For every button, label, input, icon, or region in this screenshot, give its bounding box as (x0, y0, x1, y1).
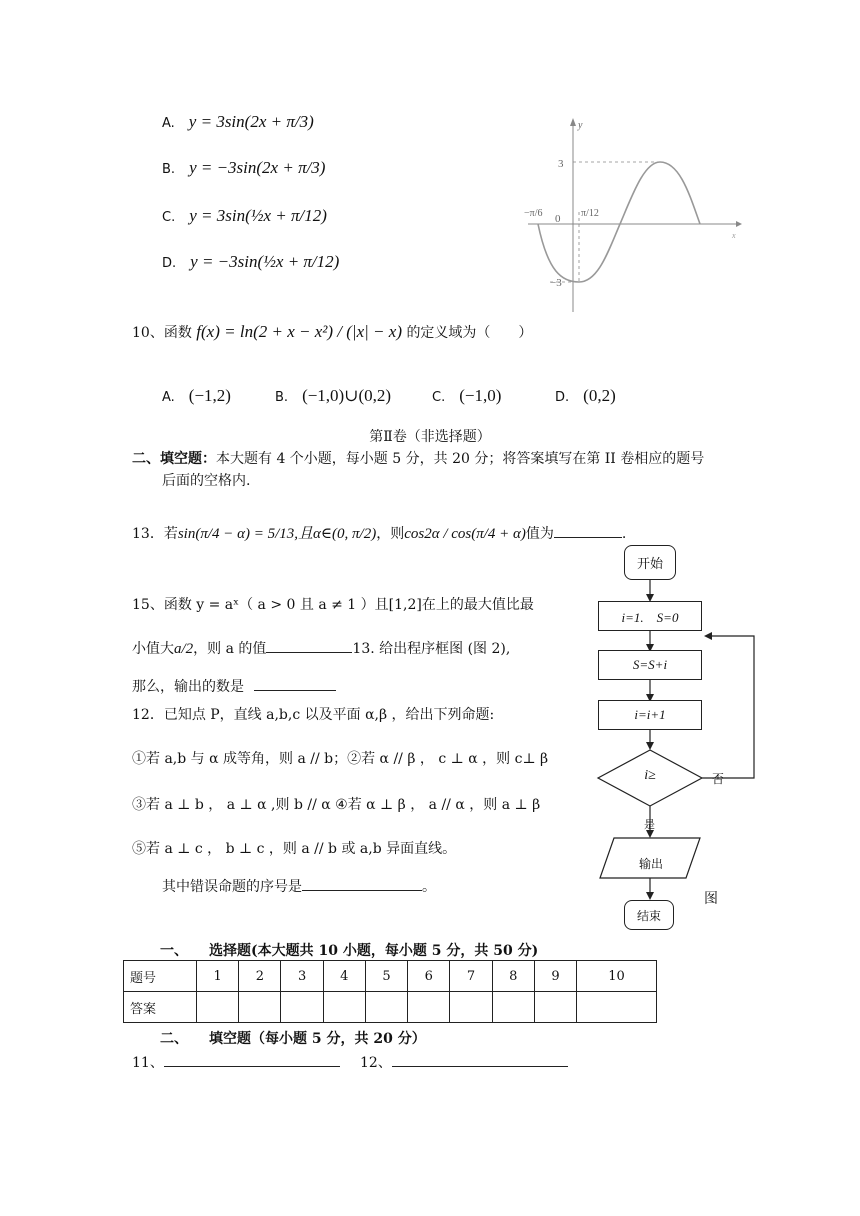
q13-suffix: 值为 (525, 526, 554, 542)
q12-item3: ⑤若 a ⊥ c ， b ⊥ c ，则 a // b 或 a,b 异面直线。 (132, 841, 457, 857)
q9-option-a (162, 112, 314, 132)
option-formula: y = 3sin(½x + π/12) (189, 206, 327, 225)
flowchart-lines (590, 540, 765, 940)
fill-intro-1: 本大题有 4 个小题，每小题 5 分，共 20 分；将答案填写在第 II 卷相应的题号 (216, 451, 705, 467)
option-letter: A. (162, 116, 175, 131)
option-letter: C. (162, 210, 176, 225)
q12-ask-text: 其中错误命题的序号是 (162, 879, 302, 895)
answer-cell[interactable] (577, 992, 657, 1023)
q13 (132, 522, 626, 543)
q10-option-d (555, 386, 616, 406)
q13-answer-blank[interactable] (554, 523, 622, 538)
q12-ask (162, 876, 436, 896)
q10-option-a (162, 386, 231, 406)
answer-cell[interactable] (281, 992, 323, 1023)
q12-intro: 12．已知点 P，直线 a,b,c 以及平面 α,β ，给出下列命题: (132, 707, 495, 723)
flow-init: i=1. S=0 (598, 601, 702, 631)
flow-start: 开始 (624, 545, 676, 580)
question-number: 2 (239, 961, 281, 992)
q13-mid: ，则 (376, 526, 405, 542)
q15-frac: a/2 (174, 641, 194, 657)
q9-option-d (162, 252, 339, 272)
y-axis-arrow (570, 118, 576, 126)
option-letter: B. (275, 390, 289, 405)
y-label: y (578, 120, 583, 131)
flow-no-label: 否 (712, 772, 725, 786)
q10-stem (132, 322, 532, 342)
question-number: 1 (197, 961, 239, 992)
q13-cond1: sin(π/4 − α) = 5/13 (177, 526, 295, 542)
blank-12-line[interactable] (392, 1052, 568, 1067)
question-number: 8 (492, 961, 534, 992)
blank-12-row (360, 1052, 568, 1072)
answer-cell[interactable] (239, 992, 281, 1023)
q13-prefix: 13．若 (132, 526, 178, 542)
answer-table (123, 960, 657, 1023)
output-answer-blank[interactable] (254, 676, 336, 691)
q15-line3-text: 那么，输出的数是 (132, 679, 244, 695)
q15-line2-a: 小值大 (132, 641, 174, 657)
question-number: 10 (577, 961, 657, 992)
option-value: (−1,0)∪(0,2) (302, 386, 392, 405)
q12-item2: ③若 a ⊥ b ， a ⊥ α ,则 b // α ④若 α ⊥ β ， a // α ，则 a ⊥ β (132, 797, 541, 813)
answer-cell[interactable] (408, 992, 450, 1023)
flow-end: 结束 (624, 900, 674, 930)
table-row (124, 992, 657, 1023)
option-formula: y = 3sin(2x + π/3) (188, 112, 314, 131)
question-number: 3 (281, 961, 323, 992)
question-number: 5 (365, 961, 407, 992)
q15-answer-blank[interactable] (266, 638, 352, 653)
sine-curve (538, 162, 700, 282)
q10-option-b (275, 386, 391, 406)
row-label-answer: 答案 (124, 992, 197, 1023)
option-value: (−1,0) (459, 386, 502, 405)
option-formula: y = −3sin(½x + π/12) (190, 252, 340, 271)
part2-title: 第Ⅱ卷（非选择题） (369, 429, 491, 445)
figure-caption: 图 (704, 891, 718, 907)
option-letter: A. (162, 390, 175, 405)
q13-cond2: ,且α∈(0, π/2) (294, 526, 377, 542)
answer-cell[interactable] (365, 992, 407, 1023)
question-number: 6 (408, 961, 450, 992)
q15-line2-b: ，则 a 的值 (193, 641, 267, 657)
y-min-label: −3 (550, 277, 562, 289)
q13-end: . (621, 526, 627, 542)
fill-heading-line (132, 448, 704, 468)
flow-sum: S=S+i (598, 650, 702, 680)
sine-graph (520, 112, 745, 317)
y-max-label: 3 (558, 158, 564, 170)
option-letter: D. (162, 256, 177, 271)
q10-option-c (432, 386, 501, 406)
question-number: 9 (534, 961, 576, 992)
x-axis-arrow (736, 221, 742, 227)
flow-condition: i≥ (644, 768, 656, 783)
flow-yes-label: 是 (644, 818, 655, 831)
blank-11-label: 11、 (132, 1055, 164, 1071)
flow-output: 输出 (638, 857, 663, 871)
q10-prefix: 10、函数 (132, 325, 192, 341)
blank-11-row (132, 1052, 340, 1072)
option-value: (0,2) (583, 386, 616, 405)
q9-option-c (162, 206, 327, 226)
q13-expr: cos2α / cos(π/4 + α) (404, 526, 526, 542)
q15-line1: 15、函数 y = aˣ（ a > 0 且 a ≠ 1 ）且[1,2]在上的最大值比最 (132, 597, 534, 613)
option-letter: C. (432, 390, 446, 405)
fill-heading: 二、填空题： (132, 451, 216, 467)
fill-intro-2: 后面的空格内. (162, 473, 251, 489)
flow-increment: i=i+1 (598, 700, 702, 730)
answer-cell[interactable] (197, 992, 239, 1023)
answer-cell[interactable] (534, 992, 576, 1023)
answer-cell[interactable] (492, 992, 534, 1023)
q12-item1: ①若 a,b 与 α 成等角，则 a // b；②若 α // β ， c ⊥ α ，则 c⊥ β (132, 751, 549, 767)
x-label: x (732, 231, 736, 240)
question-number: 4 (323, 961, 365, 992)
q10-formula: f(x) = ln(2 + x − x²) / (|x| − x) (196, 322, 402, 341)
option-formula: y = −3sin(2x + π/3) (189, 158, 326, 177)
q10-suffix: 的定义域为（ ） (406, 325, 533, 341)
q12-end: 。 (422, 879, 436, 895)
table-row (124, 961, 657, 992)
option-letter: B. (162, 162, 176, 177)
answer-cell[interactable] (450, 992, 492, 1023)
q15-line2 (132, 638, 510, 658)
q12-answer-blank[interactable] (302, 876, 422, 891)
answer-cell[interactable] (323, 992, 365, 1023)
row-label-number: 题号 (124, 961, 197, 992)
q9-option-b (162, 158, 325, 178)
option-value: (−1,2) (188, 386, 231, 405)
q15-line2-c: 13. 给出程序框图 (图 2), (352, 641, 511, 657)
option-letter: D. (555, 390, 570, 405)
blank-12-label: 12、 (360, 1055, 392, 1071)
blank-11-line[interactable] (164, 1052, 340, 1067)
answer-section-2-title: 二、 填空题（每小题 5 分，共 20 分） (160, 1031, 426, 1047)
tick-neg-pi6: −π/6 (524, 208, 543, 219)
answer-section-1-title: 一、 选择题(本大题共 10 小题，每小题 5 分，共 50 分) (160, 943, 539, 959)
tick-pi12: π/12 (581, 208, 599, 219)
q15-line3 (132, 676, 336, 696)
question-number: 7 (450, 961, 492, 992)
origin-label: 0 (555, 213, 561, 225)
